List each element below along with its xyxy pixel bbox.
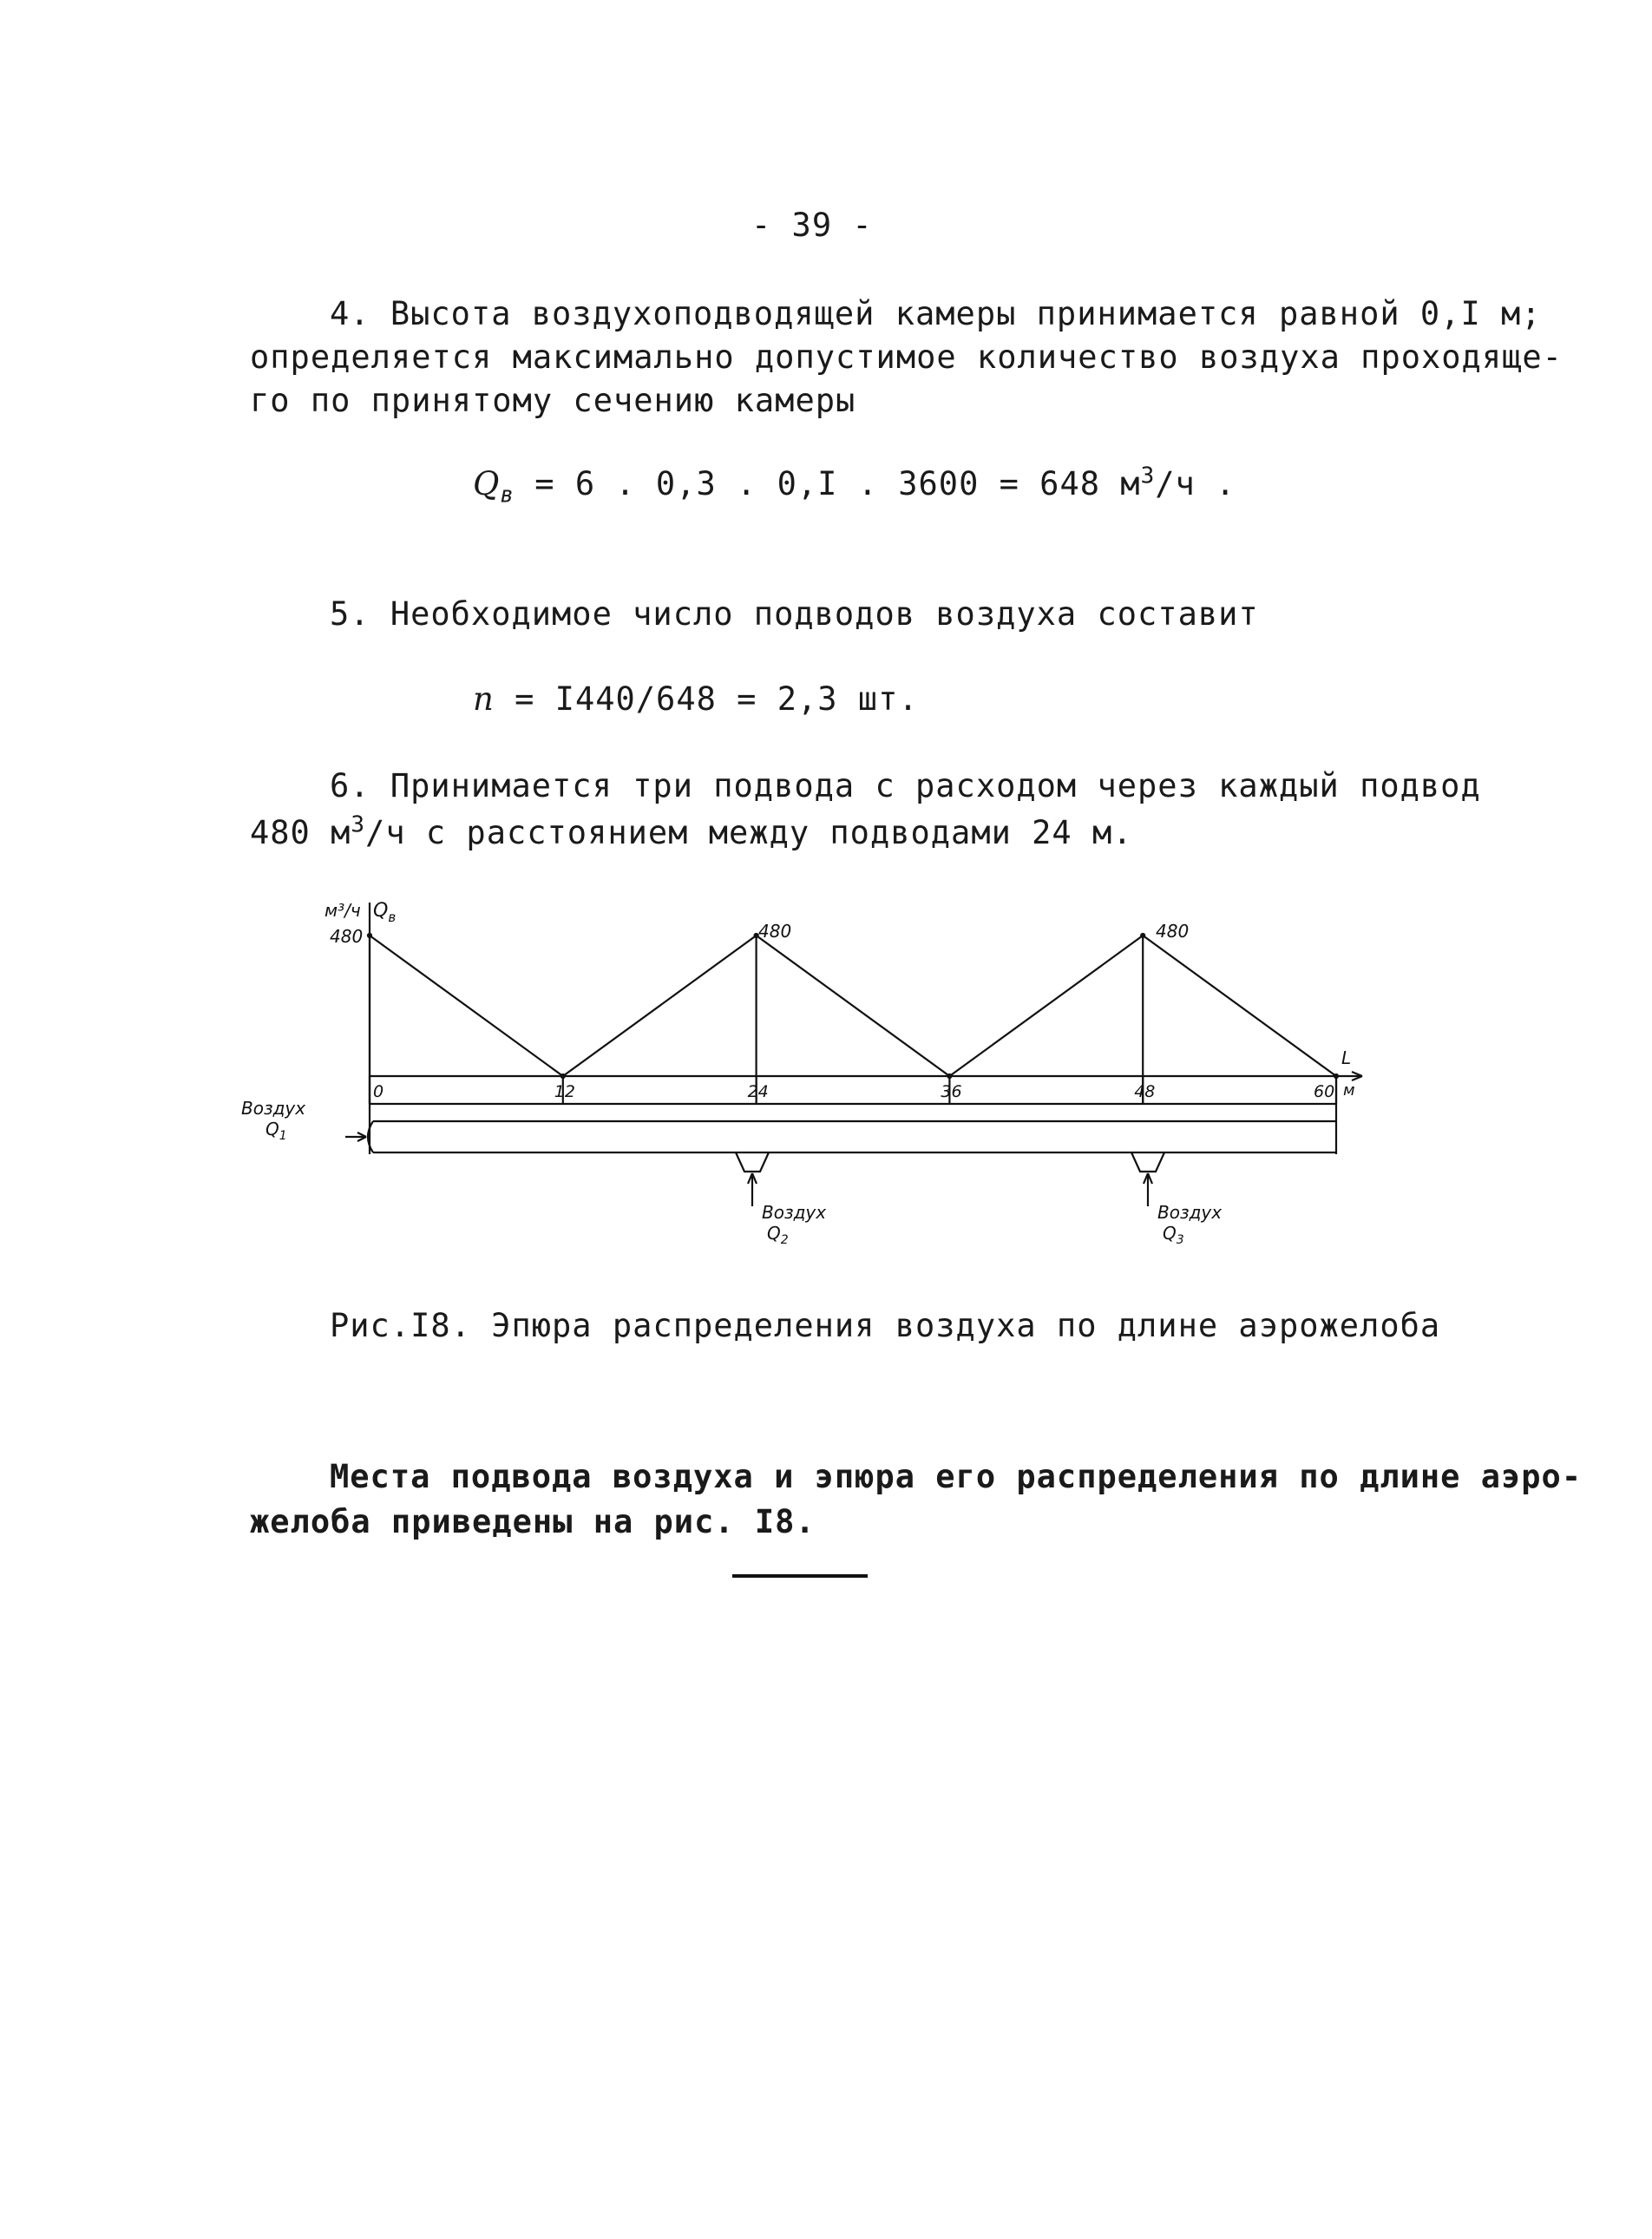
air-distribution-diagram: [234, 894, 1388, 1276]
distribution-profile-line: [370, 936, 1336, 1076]
x-tick-label-48: 48: [1134, 1082, 1156, 1101]
formula1-power: 3: [1140, 463, 1156, 489]
item6-line2-b: /ч с расстоянием между подводами 24 м.: [365, 814, 1133, 851]
item5-line1: 5. Необходимое число подводов воздуха составит: [330, 595, 1259, 633]
item4-line1: 4. Высота воздухоподводящей камеры принимается равной 0,I м;: [330, 295, 1542, 332]
formula2-expr: = I440/648 = 2,3 шт.: [494, 680, 919, 718]
formula1-tail: /ч .: [1155, 465, 1236, 502]
formula1-subscript: в: [500, 482, 515, 509]
inlet-right-symbol: $Q_3$: [1163, 1223, 1184, 1247]
formula1-expr: = 6 . 0,3 . 0,I . 3600 = 648 м: [515, 465, 1141, 502]
inlet-mid-label: Воздух: [762, 1202, 827, 1223]
item6-line2-a: 480 м: [250, 814, 351, 851]
y-unit-label: м³/ч: [324, 900, 361, 921]
x-tick-label-60: 60: [1314, 1082, 1335, 1101]
inlet-left-label: Воздух: [241, 1098, 306, 1119]
x-axis-symbol: L: [1341, 1047, 1352, 1068]
peak-label-48: 480: [1156, 921, 1190, 942]
inlet-mid-symbol: $Q_2$: [767, 1223, 789, 1247]
inlet-left-symbol: $Q_1$: [266, 1119, 287, 1143]
item6-line2: [250, 811, 1133, 851]
x-tick-label-0: 0: [373, 1082, 384, 1101]
item6-line2-power: 3: [351, 811, 366, 838]
x-tick-label-36: 36: [941, 1082, 962, 1101]
y-symbol: $Q_в$: [373, 900, 397, 925]
conclusion-line1: Места подвода воздуха и эпюра его распределения по длине аэро-: [330, 1458, 1583, 1495]
x-tick-label-24: 24: [747, 1082, 769, 1101]
x-tick-label-12: 12: [554, 1082, 575, 1101]
formula-air-quantity: [473, 463, 1236, 509]
conclusion-line2: желоба приведены на рис. I8.: [250, 1503, 816, 1540]
formula2-symbol: n: [473, 680, 495, 718]
item6-line1: 6. Принимается три подвода с расходом через каждый подвод: [330, 767, 1481, 804]
inlet-right-funnel: [1131, 1152, 1164, 1172]
peak-label-24: 480: [758, 921, 792, 942]
figure-caption: Рис.I8. Эпюра распределения воздуха по длине аэрожелоба: [330, 1307, 1441, 1344]
formula-inlet-count: [473, 680, 919, 718]
item4-line3: го по принятому сечению камеры: [250, 382, 856, 419]
x-axis-unit: м: [1343, 1081, 1355, 1100]
page-number: - 39 -: [751, 207, 873, 244]
profile-point-2: [755, 934, 758, 937]
inlet-mid-funnel: [736, 1152, 769, 1172]
profile-point-4: [1141, 934, 1144, 937]
end-rule: [732, 1574, 868, 1578]
profile-point-0: [368, 934, 371, 937]
item4-line2: определяется максимально допустимое количество воздуха проходяще-: [250, 338, 1563, 376]
y-tick-480: 480: [330, 926, 364, 947]
formula1-symbol: Q: [473, 465, 501, 502]
inlet-right-label: Воздух: [1157, 1202, 1223, 1223]
